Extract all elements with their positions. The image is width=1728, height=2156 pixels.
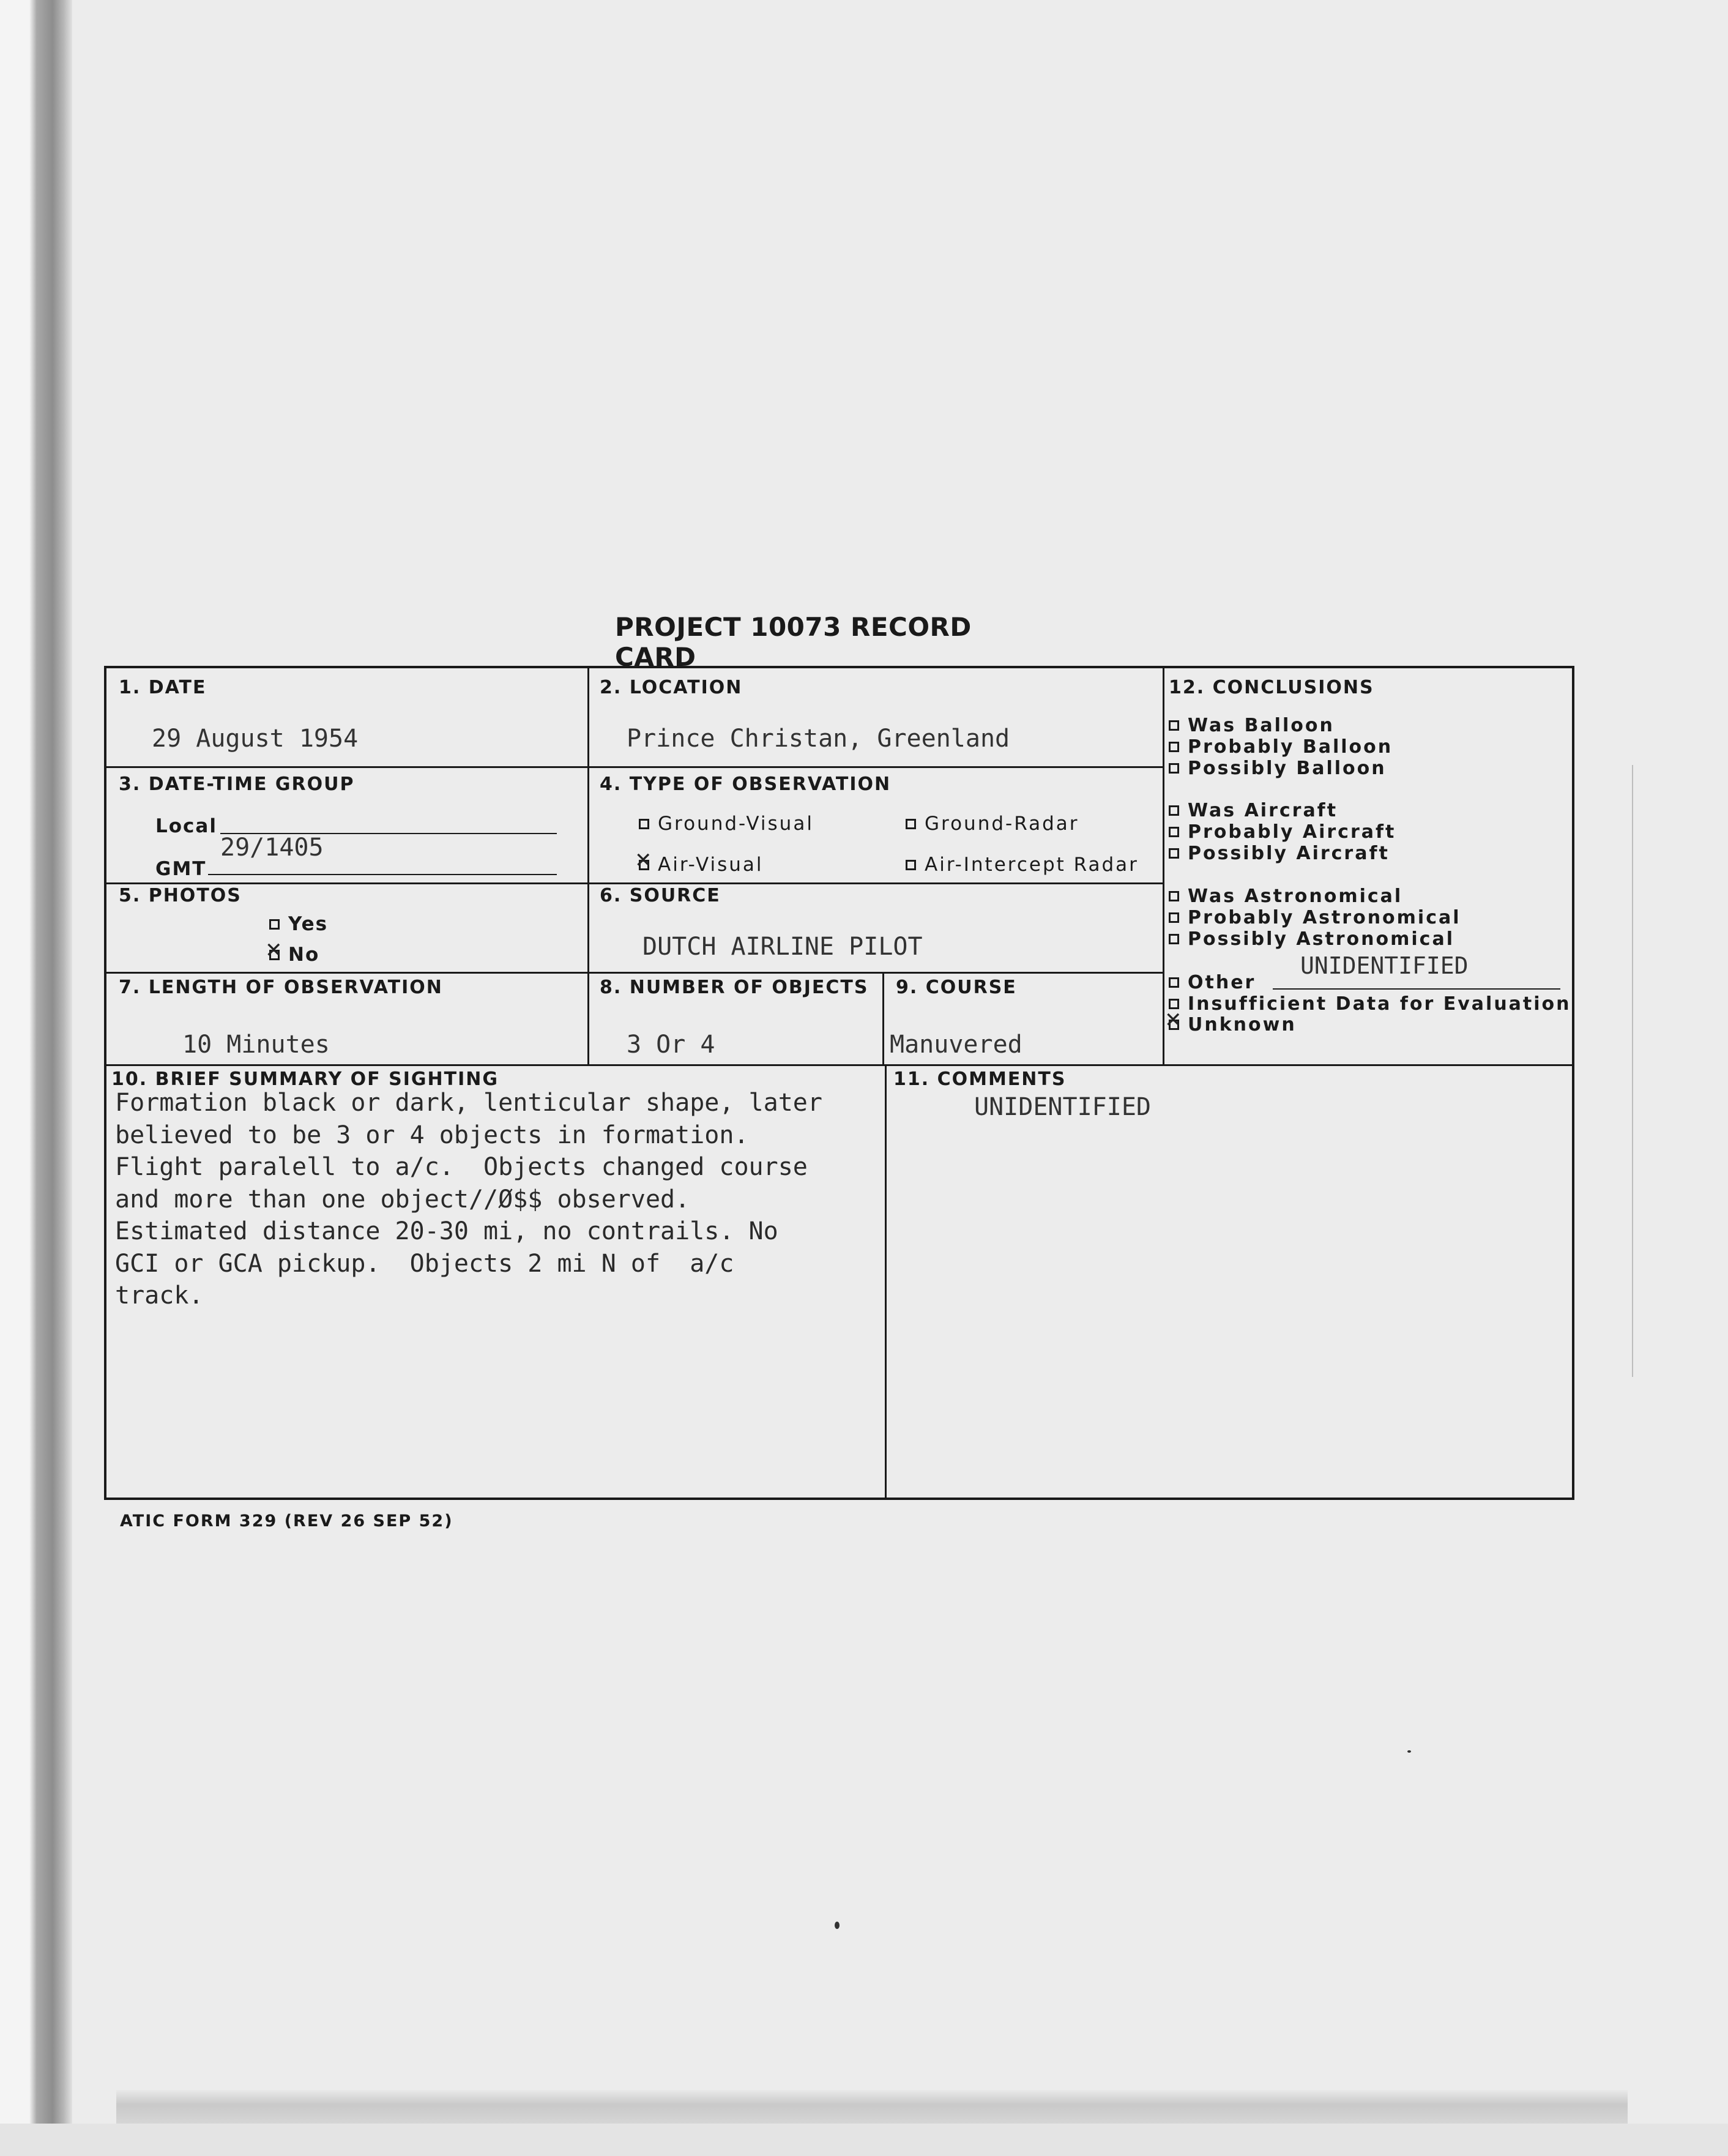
option-air-intercept-radar xyxy=(906,854,1139,876)
option-label: Was Astronomical xyxy=(1188,886,1403,907)
conclusion-probably-balloon xyxy=(1169,736,1393,758)
option-label: Ground-Radar xyxy=(925,813,1079,835)
option-label: Probably Aircraft xyxy=(1188,821,1396,843)
length-label: 7. LENGTH OF OBSERVATION xyxy=(119,977,443,998)
record-card xyxy=(104,666,1574,1500)
speck xyxy=(1407,1750,1411,1753)
dtg-gmt-value: 29/1405 xyxy=(220,834,324,862)
form-footer: ATIC FORM 329 (REV 26 SEP 52) xyxy=(120,1512,453,1531)
option-label: Ground-Visual xyxy=(658,813,814,835)
divider xyxy=(885,1064,887,1498)
observation-type-label: 4. TYPE OF OBSERVATION xyxy=(600,774,892,795)
comments-value: UNIDENTIFIED xyxy=(974,1093,1151,1121)
conclusion-probably-astronomical xyxy=(1169,907,1461,928)
conclusion-other-line xyxy=(1273,988,1560,990)
num-objects-label: 8. NUMBER OF OBJECTS xyxy=(600,977,869,998)
conclusion-was-balloon xyxy=(1169,715,1335,736)
summary-line: GCI or GCA pickup. Objects 2 mi N of a/c xyxy=(115,1249,734,1278)
dtg-local-label: Local xyxy=(155,815,217,837)
option-label: No xyxy=(288,944,320,966)
option-label: Insufficient Data for Evaluation xyxy=(1188,993,1571,1015)
dtg-gmt-label: GMT xyxy=(155,858,207,880)
checkbox xyxy=(1169,763,1179,774)
checkbox-ground-radar xyxy=(906,819,916,829)
conclusion-unknown xyxy=(1169,1014,1297,1035)
source-label: 6. SOURCE xyxy=(600,885,721,906)
summary-label: 10. BRIEF SUMMARY OF SIGHTING xyxy=(111,1069,499,1090)
summary-line: Estimated distance 20-30 mi, no contrails. No xyxy=(115,1217,778,1245)
conclusions-label: 12. CONCLUSIONS xyxy=(1169,677,1374,698)
checkbox xyxy=(1169,891,1179,901)
summary-line: track. xyxy=(115,1281,204,1310)
option-ground-visual xyxy=(639,813,814,835)
photos-option-yes xyxy=(269,913,328,935)
checkbox xyxy=(1169,934,1179,944)
checkbox xyxy=(1169,720,1179,731)
num-objects-value: 3 Or 4 xyxy=(627,1031,715,1059)
conclusion-was-astronomical xyxy=(1169,886,1402,907)
scan-fold-line xyxy=(1632,765,1633,1377)
summary-text xyxy=(115,1087,822,1312)
option-label: Possibly Balloon xyxy=(1188,758,1387,779)
option-label: Possibly Astronomical xyxy=(1188,928,1454,950)
source-value: DUTCH AIRLINE PILOT xyxy=(642,933,923,961)
option-air-visual xyxy=(639,854,764,876)
date-label: 1. DATE xyxy=(119,677,207,698)
checkbox xyxy=(1169,977,1179,988)
scan-bottom-shadow xyxy=(116,2090,1628,2127)
option-label: Unknown xyxy=(1188,1014,1297,1035)
checkbox xyxy=(1169,1020,1179,1030)
location-label: 2. LOCATION xyxy=(600,677,743,698)
option-label: Possibly Aircraft xyxy=(1188,843,1390,864)
scan-edge-shadow xyxy=(0,0,72,2156)
conclusion-insufficient-data xyxy=(1169,993,1571,1015)
checkbox-ground-visual xyxy=(639,819,649,829)
summary-line: Flight paralell to a/c. Objects changed course xyxy=(115,1153,808,1181)
option-label: Probably Astronomical xyxy=(1188,907,1461,928)
location-value: Prince Christan, Greenland xyxy=(627,725,1010,753)
scan-bottom-edge xyxy=(0,2124,1728,2156)
option-label: Other xyxy=(1188,972,1256,993)
checkbox xyxy=(1169,742,1179,752)
checkbox-air-visual xyxy=(639,860,649,870)
option-label: Air-Visual xyxy=(658,854,764,876)
checkbox xyxy=(1169,805,1179,816)
conclusion-possibly-aircraft xyxy=(1169,843,1390,864)
checkbox xyxy=(1169,827,1179,837)
divider xyxy=(106,882,1163,884)
summary-line: believed to be 3 or 4 objects in formation. xyxy=(115,1121,749,1149)
conclusion-other xyxy=(1169,972,1256,993)
divider xyxy=(106,766,1163,768)
photos-label: 5. PHOTOS xyxy=(119,885,242,906)
option-label: Air-Intercept Radar xyxy=(925,854,1139,876)
checkbox xyxy=(1169,912,1179,923)
checkbox-air-intercept-radar xyxy=(906,860,916,870)
option-label: Was Aircraft xyxy=(1188,800,1338,821)
option-label: Probably Balloon xyxy=(1188,736,1393,758)
checkbox xyxy=(1169,848,1179,859)
option-label: Yes xyxy=(288,913,329,935)
course-value: Manuvered xyxy=(890,1031,1022,1059)
dtg-gmt-line xyxy=(208,874,557,875)
card-title: PROJECT 10073 RECORD CARD xyxy=(615,612,972,672)
option-label: Was Balloon xyxy=(1188,715,1335,736)
option-ground-radar xyxy=(906,813,1079,835)
date-value: 29 August 1954 xyxy=(152,725,359,753)
photos-option-no xyxy=(269,944,319,966)
divider xyxy=(106,972,1163,974)
conclusion-was-aircraft xyxy=(1169,800,1338,821)
divider xyxy=(882,972,884,1064)
course-label: 9. COURSE xyxy=(896,977,1017,998)
speck xyxy=(835,1922,840,1929)
divider xyxy=(587,668,589,1064)
conclusion-possibly-astronomical xyxy=(1169,928,1454,950)
divider xyxy=(106,1064,1573,1066)
comments-label: 11. COMMENTS xyxy=(893,1069,1067,1090)
conclusion-other-value: UNIDENTIFIED xyxy=(1300,952,1469,979)
divider xyxy=(1163,668,1164,1064)
checkbox-photos-yes xyxy=(269,919,280,930)
length-value: 10 Minutes xyxy=(182,1031,330,1059)
checkbox-photos-no xyxy=(269,950,280,960)
dtg-label: 3. DATE-TIME GROUP xyxy=(119,774,355,795)
summary-line: and more than one object//Ø$$ observed. xyxy=(115,1185,690,1214)
conclusion-probably-aircraft xyxy=(1169,821,1396,843)
conclusion-possibly-balloon xyxy=(1169,758,1387,779)
summary-line: Formation black or dark, lenticular shape, later xyxy=(115,1089,822,1117)
